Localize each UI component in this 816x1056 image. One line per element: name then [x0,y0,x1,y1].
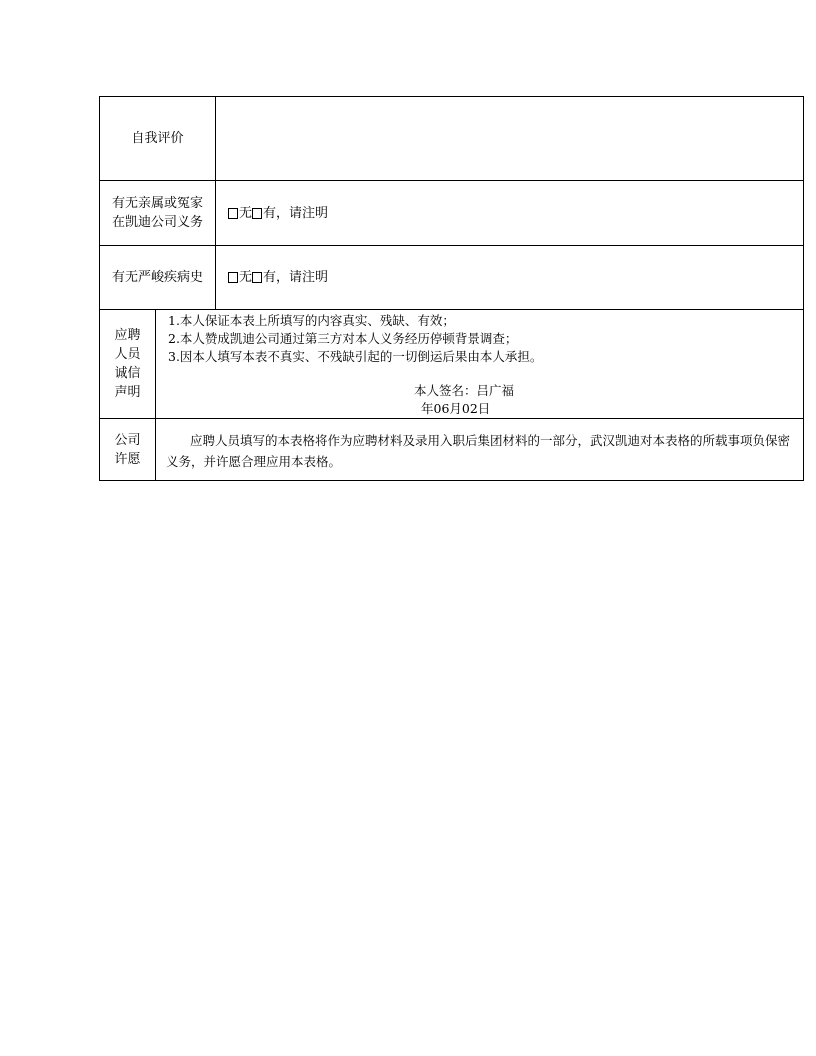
relatives-field [216,181,803,245]
declaration-row [100,310,803,419]
illness-none-label: 无 [239,270,253,285]
declaration-line-3: 3.因本人填写本表不真实、不残缺引起的一切倒运后果由本人承担。 [168,349,543,364]
illness-choice [216,268,328,287]
application-form-table [99,96,804,481]
permission-content [156,419,803,480]
declaration-label-part3: 诚信 [114,366,141,381]
declaration-text [156,310,552,416]
relatives-row [100,181,803,246]
illness-field [216,246,803,309]
relatives-have-checkbox[interactable] [252,208,262,219]
permission-label [100,419,156,480]
relatives-label-line1: 有无亲属或冤家 [111,196,203,211]
permission-row [100,419,803,480]
declaration-label-part4: 声明 [114,385,141,400]
relatives-choice [216,204,328,223]
permission-text: 应聘人员填写的本表格将作为应聘材料及录用入职后集团材料的一部分，武汉凯迪对本表格的所载事项负保密义务，并许愿合理应用本表格。 [166,432,791,469]
relatives-label-line2: 在凯迪公司义务 [111,215,203,230]
illness-have-checkbox[interactable] [252,272,262,283]
declaration-label-part1: 应聘 [114,328,141,343]
permission-label-part2: 许愿 [114,451,141,467]
relatives-none-label: 无 [239,205,253,221]
declaration-content [156,310,803,418]
illness-none-checkbox[interactable] [228,272,238,283]
declaration-line-2: 2.本人赞成凯迪公司通过第三方对本人义务经历停顿背景调查； [168,331,518,346]
relatives-none-checkbox[interactable] [228,208,238,219]
illness-have-label: 有，请注明 [263,270,329,285]
illness-label: 有无严峻疾病史 [100,246,216,309]
self-evaluation-field[interactable] [216,97,803,180]
permission-label-part1: 公司 [114,432,141,448]
signature: 本人签名：吕广福 [414,383,515,398]
declaration-label-part2: 人员 [114,347,141,362]
declaration-line-1: 1.本人保证本表上所填写的内容真实、残缺、有效； [168,313,455,328]
signature-date: 年06月02日 [421,401,491,416]
relatives-have-label: 有，请注明 [263,205,329,221]
self-evaluation-label: 自我评价 [100,97,216,180]
relatives-label [100,181,216,245]
illness-row [100,246,803,310]
self-evaluation-row [100,97,803,181]
declaration-label [100,310,156,418]
